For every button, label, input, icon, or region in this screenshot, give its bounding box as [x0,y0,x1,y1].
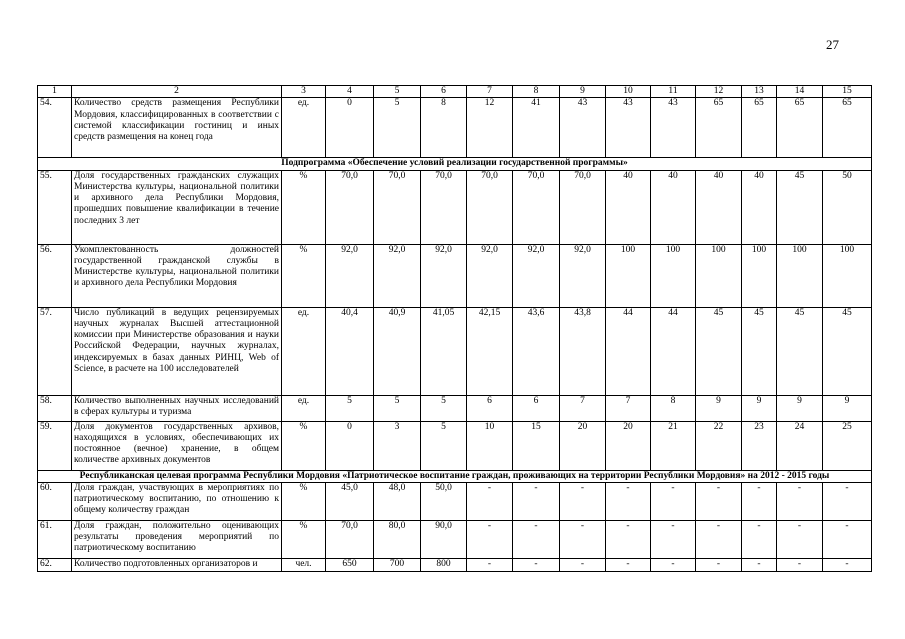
value-cell: 9 [777,395,823,421]
value-cell: 65 [696,98,742,158]
value-cell: 40 [742,170,777,244]
column-number: 7 [467,86,513,98]
column-number-row [38,86,872,98]
value-cell: 92,0 [560,244,606,307]
value-cell: 43,8 [560,307,606,395]
value-cell: 5 [421,421,467,470]
value-cell: 50 [823,170,872,244]
value-cell: 3 [374,421,421,470]
value-cell: 44 [651,307,696,395]
value-cell: - [606,520,651,558]
table-row [38,170,872,244]
value-cell: 41,05 [421,307,467,395]
value-cell: - [467,482,513,520]
value-cell: 45 [696,307,742,395]
value-cell: 20 [606,421,651,470]
value-cell: 8 [421,98,467,158]
value-cell: 100 [823,244,872,307]
value-cell: 9 [742,395,777,421]
value-cell: - [777,558,823,571]
value-cell: 40 [606,170,651,244]
unit-cell: ед. [282,98,326,158]
value-cell: - [467,520,513,558]
row-number: 61. [38,520,72,558]
value-cell: - [513,558,560,571]
value-cell: 70,0 [326,520,374,558]
value-cell: - [606,482,651,520]
value-cell: 40,9 [374,307,421,395]
indicator-name: Количество выполненных научных исследований в сферах культуры и туризма [72,395,282,421]
value-cell: - [467,558,513,571]
value-cell: - [742,558,777,571]
value-cell: 40 [651,170,696,244]
value-cell: 44 [606,307,651,395]
indicator-name: Доля граждан, участвующих в мероприятиях по патриотическому воспитанию, по отношению к общему количеству граждан [72,482,282,520]
value-cell: 92,0 [513,244,560,307]
value-cell: 40 [696,170,742,244]
value-cell: 100 [742,244,777,307]
value-cell: 7 [606,395,651,421]
table-body [38,86,872,572]
value-cell: - [777,520,823,558]
value-cell: 45 [777,307,823,395]
value-cell: 21 [651,421,696,470]
value-cell: 43 [651,98,696,158]
value-cell: - [696,482,742,520]
value-cell: 22 [696,421,742,470]
column-number: 10 [606,86,651,98]
unit-cell: ед. [282,307,326,395]
value-cell: - [696,520,742,558]
value-cell: 40,4 [326,307,374,395]
value-cell: - [651,482,696,520]
indicator-name: Доля документов государственных архивов, находящихся в условиях, обеспечивающих их постоянное (вечное) хранение, в общем количестве архивных документов [72,421,282,470]
value-cell: - [560,520,606,558]
column-number: 12 [696,86,742,98]
value-cell: 45 [742,307,777,395]
value-cell: 43 [606,98,651,158]
unit-cell: % [282,244,326,307]
column-number: 6 [421,86,467,98]
value-cell: 100 [606,244,651,307]
value-cell: 100 [777,244,823,307]
indicator-name: Укомплектованность должностей государственной гражданской службы в Министерстве культуры, национальной политики и архивного дела Республики Мордовия [72,244,282,307]
table-row [38,558,872,571]
value-cell: 6 [513,395,560,421]
table-row [38,307,872,395]
table-row [38,395,872,421]
value-cell: 5 [326,395,374,421]
value-cell: 0 [326,98,374,158]
row-number: 56. [38,244,72,307]
value-cell: 92,0 [374,244,421,307]
value-cell: 70,0 [326,170,374,244]
page-number: 27 [826,37,839,52]
value-cell: 50,0 [421,482,467,520]
column-number: 11 [651,86,696,98]
value-cell: 15 [513,421,560,470]
unit-cell: % [282,170,326,244]
value-cell: 0 [326,421,374,470]
value-cell: 8 [651,395,696,421]
table-row [38,520,872,558]
value-cell: - [560,558,606,571]
value-cell: 650 [326,558,374,571]
unit-cell: чел. [282,558,326,571]
indicator-name: Доля государственных гражданских служащих Министерства культуры, национальной политики и архивного дела Республики Мордовия, прошедших повышение квалификации в течение последних 3 лет [72,170,282,244]
value-cell: 9 [823,395,872,421]
column-number: 1 [38,86,72,98]
value-cell: 9 [696,395,742,421]
unit-cell: % [282,482,326,520]
value-cell: 6 [467,395,513,421]
row-number: 62. [38,558,72,571]
unit-cell: ед. [282,395,326,421]
value-cell: 7 [560,395,606,421]
indicator-name: Количество подготовленных организаторов и [72,558,282,571]
value-cell: 5 [374,395,421,421]
row-number: 58. [38,395,72,421]
column-number: 13 [742,86,777,98]
value-cell: 24 [777,421,823,470]
value-cell: - [513,520,560,558]
value-cell: 45,0 [326,482,374,520]
unit-cell: % [282,421,326,470]
value-cell: 23 [742,421,777,470]
value-cell: 43,6 [513,307,560,395]
row-number: 60. [38,482,72,520]
row-number: 57. [38,307,72,395]
row-number: 55. [38,170,72,244]
value-cell: 65 [823,98,872,158]
column-number: 9 [560,86,606,98]
value-cell: 41 [513,98,560,158]
table-row [38,482,872,520]
value-cell: 5 [374,98,421,158]
value-cell: 25 [823,421,872,470]
column-number: 8 [513,86,560,98]
value-cell: 70,0 [374,170,421,244]
table-row [38,244,872,307]
column-number: 14 [777,86,823,98]
indicators-table [37,85,872,572]
value-cell: 5 [421,395,467,421]
value-cell: 42,15 [467,307,513,395]
table-row [38,98,872,158]
column-number: 5 [374,86,421,98]
row-number: 59. [38,421,72,470]
column-number: 4 [326,86,374,98]
value-cell: 80,0 [374,520,421,558]
value-cell: 70,0 [467,170,513,244]
value-cell: 100 [696,244,742,307]
value-cell: - [823,482,872,520]
value-cell: 20 [560,421,606,470]
value-cell: - [696,558,742,571]
section-header-row [38,470,872,482]
value-cell: 70,0 [513,170,560,244]
value-cell: 43 [560,98,606,158]
indicator-name: Доля граждан, положительно оценивающих результаты проведения мероприятий по патриотическому воспитанию [72,520,282,558]
value-cell: - [560,482,606,520]
section-title: Республиканская целевая программа Республики Мордовия «Патриотическое воспитание граждан, проживающих на территории Республики Мордовия» на 2012 - 2015 годы [38,470,872,482]
section-title: Подпрограмма «Обеспечение условий реализации государственной программы» [38,158,872,170]
value-cell: 700 [374,558,421,571]
value-cell: 45 [823,307,872,395]
value-cell: 65 [777,98,823,158]
value-cell: - [651,558,696,571]
row-number: 54. [38,98,72,158]
column-number: 2 [72,86,282,98]
value-cell: 48,0 [374,482,421,520]
value-cell: 70,0 [560,170,606,244]
value-cell: 65 [742,98,777,158]
value-cell: 45 [777,170,823,244]
column-number: 15 [823,86,872,98]
value-cell: - [823,520,872,558]
value-cell: 92,0 [467,244,513,307]
unit-cell: % [282,520,326,558]
indicator-name: Количество средств размещения Республики Мордовия, классифицированных в соответствии с системой классификации гостиниц и иных средств размещения на конец года [72,98,282,158]
value-cell: 10 [467,421,513,470]
value-cell: - [742,520,777,558]
value-cell: 70,0 [421,170,467,244]
value-cell: 90,0 [421,520,467,558]
value-cell: 800 [421,558,467,571]
value-cell: - [742,482,777,520]
table-row [38,421,872,470]
section-header-row [38,158,872,170]
column-number: 3 [282,86,326,98]
value-cell: - [606,558,651,571]
value-cell: - [823,558,872,571]
indicator-name: Число публикаций в ведущих рецензируемых научных журналах Высшей аттестационной комиссии при Министерстве образования и науки Российской Федерации, научных журналах, индексируемых в базах данных РИНЦ, Web of Science, в расчете на 100 исследователей [72,307,282,395]
value-cell: - [777,482,823,520]
value-cell: - [513,482,560,520]
value-cell: 92,0 [326,244,374,307]
value-cell: 100 [651,244,696,307]
value-cell: 12 [467,98,513,158]
value-cell: 92,0 [421,244,467,307]
value-cell: - [651,520,696,558]
